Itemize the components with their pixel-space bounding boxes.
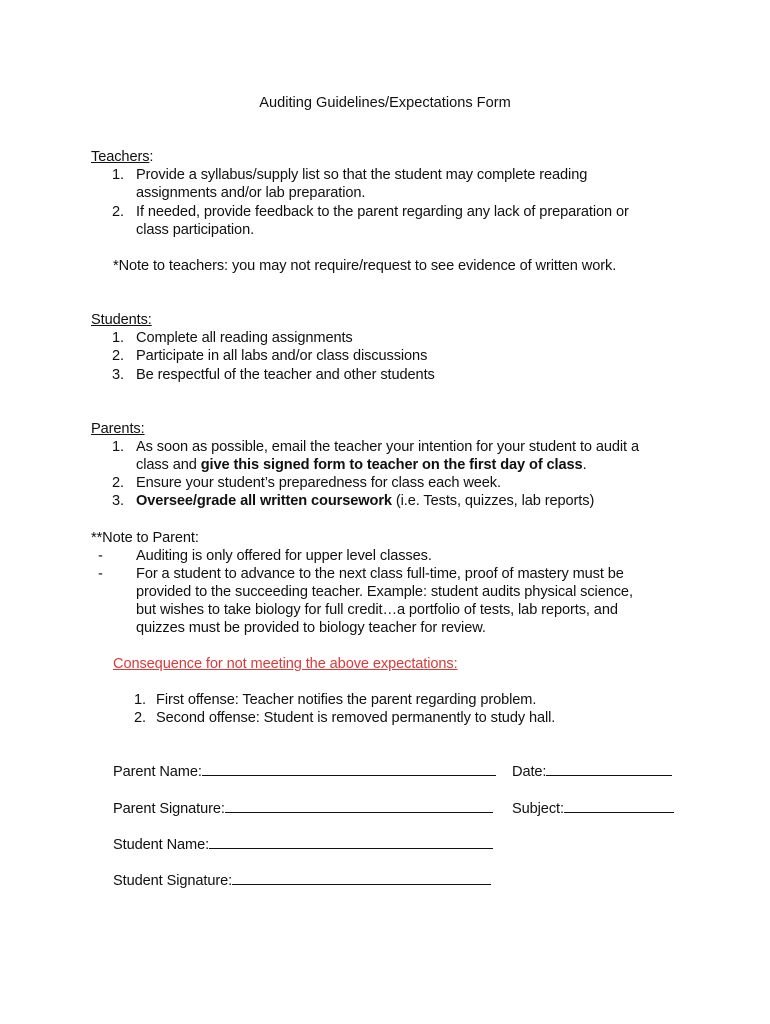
- list-text: Complete all reading assignments: [136, 330, 353, 346]
- list-text: If needed, provide feedback to the parent regarding any lack of preparation or: [136, 204, 629, 220]
- list-text: (i.e. Tests, quizzes, lab reports): [391, 493, 595, 509]
- list-text: Participate in all labs and/or class discussions: [136, 348, 428, 364]
- subject-line[interactable]: [564, 800, 674, 813]
- list-number: 1.: [112, 330, 124, 346]
- bullet-text: provided to the succeeding teacher. Example: student audits physical science,: [136, 584, 633, 600]
- bullet-text: Auditing is only offered for upper level classes.: [136, 548, 432, 564]
- date-line[interactable]: [546, 763, 672, 776]
- list-text: .: [582, 457, 587, 473]
- parent-signature-field[interactable]: [113, 800, 493, 818]
- date-label: Date:: [512, 764, 547, 780]
- parent-name-label: Parent Name:: [113, 764, 202, 780]
- dash-bullet: -: [98, 566, 103, 582]
- list-number: 1.: [112, 439, 124, 455]
- teachers-heading: [91, 148, 153, 166]
- list-number: 1.: [134, 692, 146, 708]
- list-text: class and: [136, 457, 201, 473]
- list-number: 3.: [112, 367, 124, 383]
- list-text: Ensure your student’s preparedness for class each week.: [136, 475, 501, 491]
- dash-bullet: -: [98, 548, 103, 564]
- list-item: [134, 709, 555, 727]
- teachers-heading-colon: :: [149, 149, 154, 165]
- student-signature-label: Student Signature:: [113, 873, 233, 889]
- date-field[interactable]: [512, 763, 672, 781]
- list-number: 2.: [112, 204, 124, 220]
- list-text: class participation.: [136, 222, 255, 238]
- subject-label: Subject:: [512, 801, 564, 817]
- page-title: Auditing Guidelines/Expectations Form: [259, 95, 511, 111]
- list-item: [112, 347, 427, 365]
- student-name-line[interactable]: [209, 836, 493, 849]
- students-heading: Students:: [91, 312, 152, 328]
- parents-heading: Parents:: [91, 421, 145, 437]
- list-text: Provide a syllabus/supply list so that the student may complete reading: [136, 167, 588, 183]
- student-name-label: Student Name:: [113, 837, 210, 853]
- consequence-heading: Consequence for not meeting the above expectations:: [113, 656, 458, 672]
- list-item: [134, 691, 536, 709]
- parent-name-field[interactable]: [113, 763, 496, 781]
- student-signature-line[interactable]: [232, 872, 491, 885]
- list-text: Second offense: Student is removed permanently to study hall.: [156, 710, 556, 726]
- list-text-bold: give this signed form to teacher on the first day of class: [200, 457, 583, 473]
- list-number: 2.: [134, 710, 146, 726]
- teachers-note: *Note to teachers: you may not require/request to see evidence of written work.: [113, 258, 617, 274]
- bullet-text: quizzes must be provided to biology teacher for review.: [136, 620, 486, 636]
- subject-field[interactable]: [512, 800, 674, 818]
- list-text: First offense: Teacher notifies the parent regarding problem.: [156, 692, 537, 708]
- list-text-bold: Oversee/grade all written coursework: [136, 493, 392, 509]
- student-name-field[interactable]: [113, 836, 493, 854]
- list-number: 1.: [112, 167, 124, 183]
- parent-name-line[interactable]: [202, 763, 496, 776]
- bullet-item: [98, 547, 432, 565]
- parent-signature-line[interactable]: [225, 800, 493, 813]
- list-item: [112, 166, 587, 202]
- list-number: 2.: [112, 475, 124, 491]
- list-item: [112, 366, 435, 384]
- bullet-text: but wishes to take biology for full credit…a portfolio of tests, lab reports, and: [136, 602, 618, 618]
- list-text: Be respectful of the teacher and other students: [136, 367, 435, 383]
- list-text: assignments and/or lab preparation.: [136, 185, 366, 201]
- note-parent-heading: **Note to Parent:: [91, 530, 199, 546]
- list-item: [112, 329, 353, 347]
- list-number: 3.: [112, 493, 124, 509]
- list-item: [112, 474, 501, 492]
- list-number: 2.: [112, 348, 124, 364]
- parent-signature-label: Parent Signature:: [113, 801, 225, 817]
- teachers-heading-text: Teachers: [91, 149, 150, 165]
- bullet-item: [98, 565, 633, 637]
- list-item: [112, 203, 629, 239]
- bullet-text: For a student to advance to the next class full-time, proof of mastery must be: [136, 566, 624, 582]
- list-text: As soon as possible, email the teacher your intention for your student to audit a: [136, 439, 639, 455]
- list-item: [112, 492, 594, 510]
- student-signature-field[interactable]: [113, 872, 491, 890]
- list-item: [112, 438, 639, 474]
